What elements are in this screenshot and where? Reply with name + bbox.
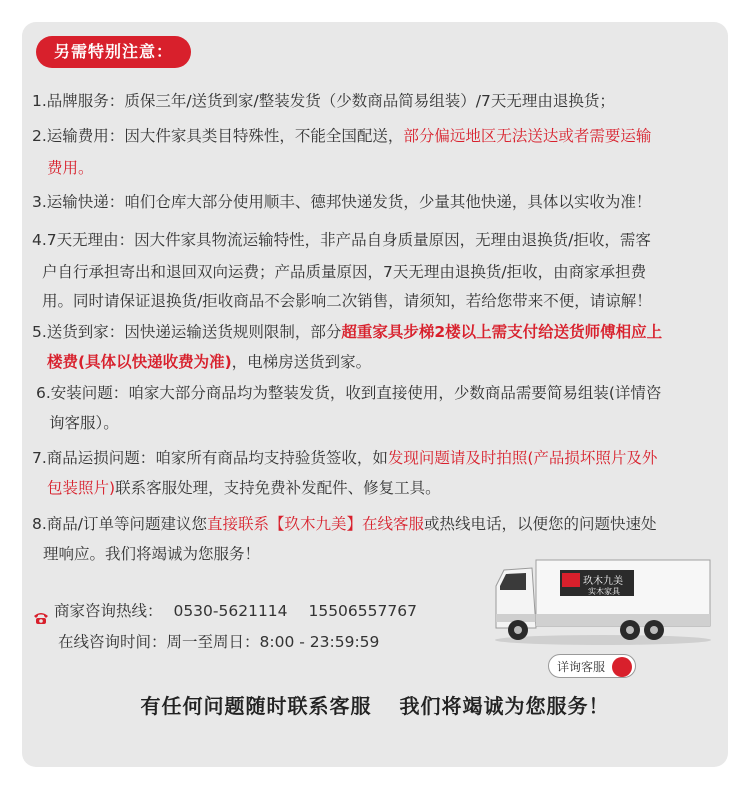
hours-row: 在线咨询时间：周一至周日：8:00 - 23:59:59	[58, 633, 380, 651]
footer-slogan: 有任何问题随时联系客服 我们将竭诚为您服务！	[140, 694, 610, 718]
highlight-text: 超重家具步梯2楼以上需支付给送货师傅相应上	[341, 323, 663, 341]
highlight-text: 直接联系【玖木九美】在线客服	[207, 515, 425, 533]
list-item: 5.送货到家：因快递运输送货规则限制，部分超重家具步梯2楼以上需支付给送货师傅相应上	[32, 323, 663, 341]
hotline-number-1[interactable]: 0530-5621114	[173, 602, 288, 620]
list-item: 3.运输快递：咱们仓库大部分使用顺丰、德邦快递发货，少量其他快递，具体以实收为准！	[32, 193, 652, 211]
highlight-text: 部分偏远地区无法送达或者需要运输	[403, 127, 652, 145]
list-item: 1.品牌服务：质保三年/送货到家/整装发货（少数商品简易组装）/7天无理由退换货；	[32, 92, 615, 110]
truck-subtitle: 实木家具	[588, 587, 620, 596]
consult-customer-service-button[interactable]: 详询客服	[548, 654, 636, 678]
list-item-continued: 户自行承担寄出和退回双向运费；产品质量原因，7天无理由退换货/拒收，由商家承担费	[42, 263, 647, 281]
list-item: 2.运输费用：因大件家具类目特殊性，不能全国配送，部分偏远地区无法送达或者需要运输	[32, 127, 652, 145]
list-item: 4.7天无理由：因大件家具物流运输特性，非产品自身质量原因，无理由退换货/拒收，需客	[32, 231, 651, 249]
list-item-continued: 楼费(具体以快递收费为准)，电梯房送货到家。	[47, 353, 372, 371]
chat-icon	[612, 657, 632, 677]
list-item-continued: 理响应。我们将竭诚为您服务！	[43, 545, 261, 563]
list-item: 6.安装问题：咱家大部分商品均为整装发货，收到直接使用，少数商品需要简易组装(详情咨	[36, 384, 662, 402]
list-item: 8.商品/订单等问题建议您直接联系【玖木九美】在线客服或热线电话，以便您的问题快速处	[32, 515, 657, 533]
notice-title-badge: 另需特别注意：	[36, 36, 191, 68]
list-item-continued: 询客服）。	[49, 414, 119, 432]
delivery-truck-illustration	[492, 556, 714, 646]
list-item: 7.商品运损问题：咱家所有商品均支持验货签收，如发现问题请及时拍照(产品损坏照片及外	[32, 449, 658, 467]
phone-icon	[32, 605, 50, 619]
list-item-continued: 包装照片)联系客服处理，支持免费补发配件、修复工具。	[47, 479, 441, 497]
hotline-number-2[interactable]: 15506557767	[308, 602, 417, 620]
truck-brand: 玖木九美	[583, 576, 623, 587]
highlight-text: 发现问题请及时拍照(产品损坏照片及外	[387, 449, 658, 467]
list-item-continued: 用。同时请保证退换货/拒收商品不会影响二次销售，请须知，若给您带来不便，请谅解！	[42, 292, 652, 310]
hotline-row: 商家咨询热线： 0530-5621114 15506557767	[32, 596, 417, 626]
list-item-continued: 费用。	[47, 159, 94, 177]
